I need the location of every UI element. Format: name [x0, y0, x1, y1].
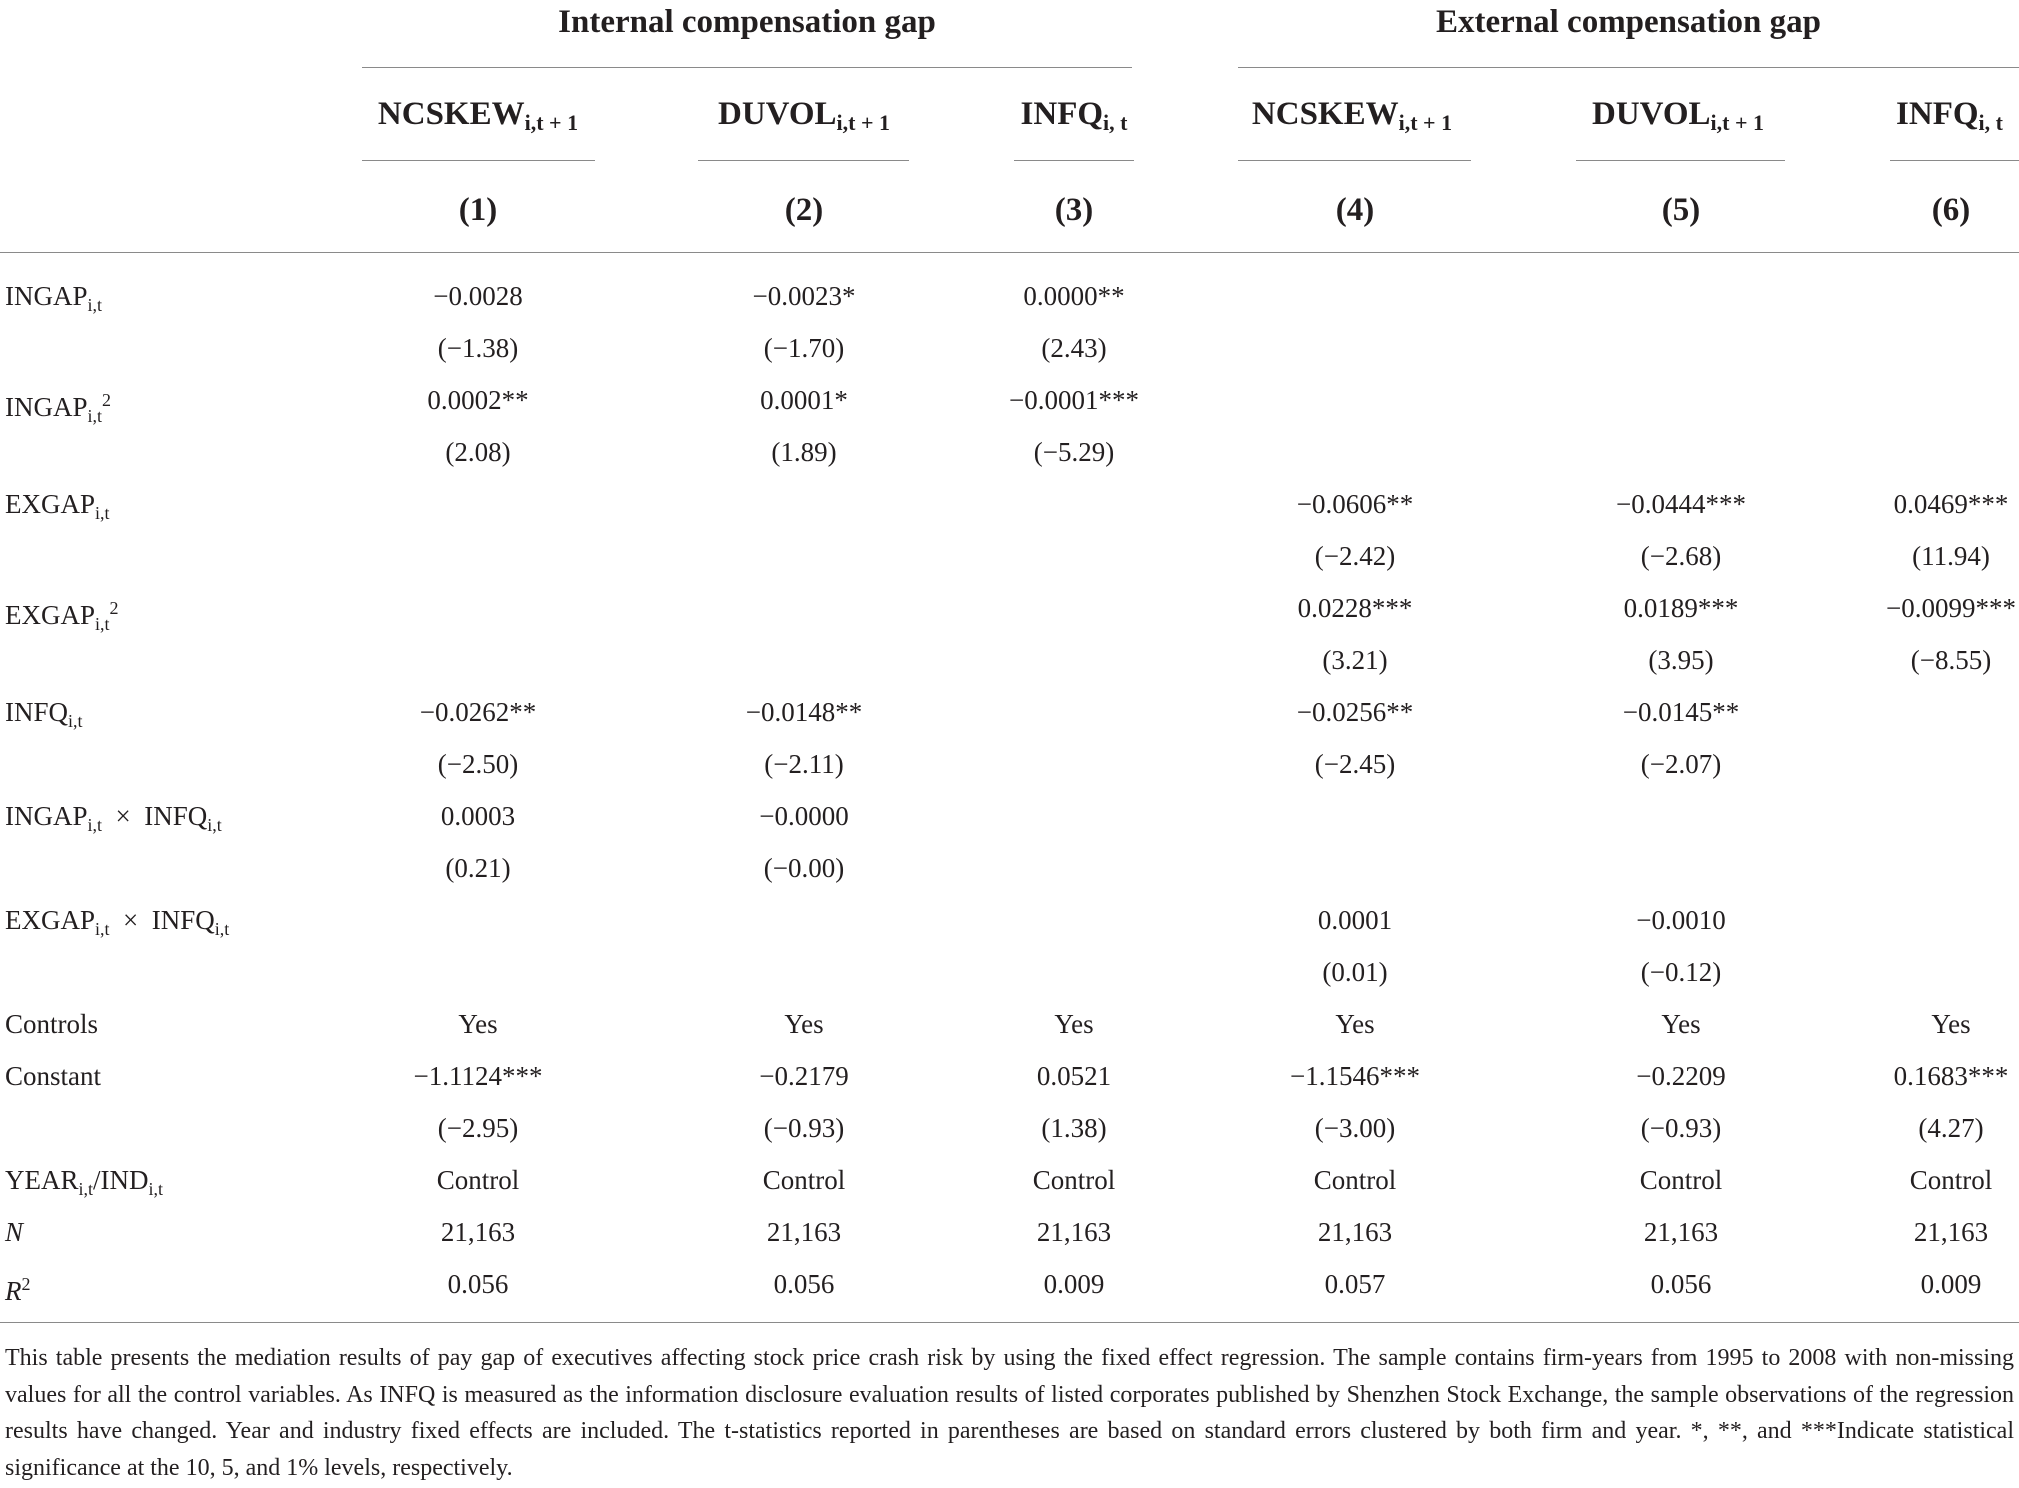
table-row: [0, 478, 2019, 530]
table-cell: (−0.93): [763, 1113, 845, 1143]
table-row: [0, 322, 2019, 374]
col-number-2: (2): [784, 192, 824, 228]
table-cell: (−0.00): [763, 853, 845, 883]
table-cell: Control: [1032, 1165, 1116, 1195]
table-cell: 0.0189***: [1623, 593, 1739, 623]
row-label-ingap-squared: $INGAP_{i,t}^2$: [5, 390, 112, 426]
table-cell: (3.21): [1322, 645, 1388, 675]
table-cell: 0.1683***: [1893, 1061, 2009, 1091]
table-cell: (−0.12): [1640, 957, 1722, 987]
table-cell: 0.0469***: [1893, 489, 2009, 519]
col-number-4: (4): [1335, 192, 1375, 228]
table-cell: Yes: [1661, 1009, 1701, 1039]
table-cell: (−3.00): [1314, 1113, 1396, 1143]
table-cell: (−2.50): [437, 749, 519, 779]
table-cell: 0.057: [1324, 1269, 1386, 1299]
table-cell: 0.0228***: [1297, 593, 1413, 623]
table-cell: 0.0000**: [1023, 281, 1125, 311]
table-cell: (−1.70): [763, 333, 845, 363]
table-cell: −0.0256**: [1296, 697, 1414, 727]
table-row: [0, 634, 2019, 686]
row-label-ingap: $INGAP_{i,t}$: [5, 281, 103, 315]
table-cell: 0.056: [773, 1269, 835, 1299]
row-label-year-ind: $YEAR_{i,t}/IND_{i,t}$: [5, 1165, 164, 1199]
table-cell: 21,163: [440, 1217, 516, 1247]
col-number-6: (6): [1931, 192, 1971, 228]
table-cell: (−0.93): [1640, 1113, 1722, 1143]
table-row: [0, 1050, 2019, 1102]
group-internal-header: Internal compensation gap: [558, 4, 936, 40]
table-row: [0, 1154, 2019, 1206]
col-header-5: $DUVOL_{i,t + 1}$: [1592, 96, 1764, 135]
table-cell: (2.08): [445, 437, 511, 467]
table-cell: Control: [1639, 1165, 1723, 1195]
table-cell: (−1.38): [437, 333, 519, 363]
table-cell: −0.0148**: [745, 697, 863, 727]
table-cell: (−5.29): [1033, 437, 1115, 467]
table-cell: (3.95): [1648, 645, 1714, 675]
table-cell: −0.2209: [1636, 1061, 1726, 1091]
table-cell: (4.27): [1918, 1113, 1984, 1143]
table-cell: 0.0002**: [427, 385, 529, 415]
table-row: [0, 530, 2019, 582]
group-internal-rule: [362, 67, 1132, 68]
table-cell: (−2.45): [1314, 749, 1396, 779]
table-cell: 21,163: [1317, 1217, 1393, 1247]
table-row: [0, 426, 2019, 478]
table-cell: −0.0606**: [1296, 489, 1414, 519]
table-cell: Yes: [458, 1009, 498, 1039]
table-row: [0, 270, 2019, 322]
table-row: [0, 790, 2019, 842]
col-header-6: $INFQ_{i, t}$: [1896, 96, 2003, 135]
table-cell: Control: [1909, 1165, 1993, 1195]
row-label-infq: $INFQ_{i,t}$: [5, 697, 83, 731]
table-cell: (−8.55): [1910, 645, 1992, 675]
table-cell: 21,163: [766, 1217, 842, 1247]
table-cell: Yes: [1335, 1009, 1375, 1039]
table-footnote: This table presents the mediation results of pay gap of executives affecting stock price crash risk by using the fixed effect regression. The sample contains firm-years from 1995 to 2008 with non-missing values for all the control variables. As INFQ is measured as the information disclosure evaluation results of listed corporates published by Shenzhen Stock Exchange, the sample observations of the regression results have changed. Year and industry fixed effects are included. The t-statistics reported in parentheses are based on standard errors clustered by both firm and year. *, **, and ***Indicate statistical significance at the 10, 5, and 1% levels, respectively.: [5, 1345, 2014, 1481]
table-cell: 0.056: [1650, 1269, 1712, 1299]
table-row: [0, 686, 2019, 738]
table-cell: 0.009: [1920, 1269, 1982, 1299]
col-header-3: $INFQ_{i, t}$: [1020, 96, 1128, 135]
table-row: [0, 582, 2019, 634]
table-cell: (2.43): [1041, 333, 1107, 363]
table-cell: (−2.07): [1640, 749, 1722, 779]
table-cell: −0.0145**: [1622, 697, 1740, 727]
table-row: [0, 738, 2019, 790]
col-rule-3: [1014, 160, 1134, 161]
col-header-2: $DUVOL_{i,t + 1}$: [718, 96, 890, 135]
row-label-exgap-squared: $EXGAP_{i,t}^2$: [5, 598, 119, 634]
col-rule-4: [1238, 160, 1471, 161]
table-cell: (1.38): [1041, 1113, 1107, 1143]
table-cell: (11.94): [1912, 541, 1990, 571]
table-cell: (−2.42): [1314, 541, 1396, 571]
table-cell: Yes: [1054, 1009, 1094, 1039]
row-label-controls: Controls: [5, 1009, 99, 1039]
table-row: [0, 894, 2019, 946]
table-cell: −1.1546***: [1290, 1061, 1420, 1091]
row-label-r2: $R^2$: [5, 1274, 31, 1306]
table-cell: (−2.68): [1640, 541, 1722, 571]
group-external-header: External compensation gap: [1435, 4, 1821, 40]
col-header-1: $NCSKEW_{i,t + 1}$: [377, 96, 579, 135]
table-row: [0, 1102, 2019, 1154]
col-number-3: (3): [1054, 192, 1094, 228]
table-cell: 0.0003: [440, 801, 516, 831]
col-rule-5: [1576, 160, 1785, 161]
table-cell: −0.2179: [759, 1061, 849, 1091]
row-label-constant: Constant: [5, 1061, 102, 1091]
table-cell: Control: [762, 1165, 846, 1195]
table-cell: Control: [1313, 1165, 1397, 1195]
table-row: [0, 1206, 2019, 1258]
table-row: [0, 842, 2019, 894]
table-cell: 0.009: [1043, 1269, 1105, 1299]
table-cell: −0.0444***: [1616, 489, 1746, 519]
row-label-n: N: [5, 1217, 24, 1247]
table-row: [0, 1258, 2019, 1310]
table-cell: 0.0001: [1317, 905, 1393, 935]
table-cell: (1.89): [771, 437, 837, 467]
table-cell: Control: [436, 1165, 520, 1195]
table-cell: 0.0521: [1036, 1061, 1112, 1091]
col-number-1: (1): [458, 192, 498, 228]
table-cell: −0.0023*: [752, 281, 856, 311]
table-cell: Yes: [1931, 1009, 1971, 1039]
table-cell: Yes: [784, 1009, 824, 1039]
col-number-5: (5): [1661, 192, 1701, 228]
row-label-exgap: $EXGAP_{i,t}$: [5, 489, 110, 523]
table-cell: 21,163: [1643, 1217, 1719, 1247]
table-cell: −0.0028: [433, 281, 523, 311]
row-label-exgap-x-infq: $EXGAP_{i,t}$ × $INFQ_{i,t}$: [5, 905, 230, 939]
group-external-rule: [1238, 67, 2019, 68]
table-cell: (−2.95): [437, 1113, 519, 1143]
table-row: [0, 374, 2019, 426]
table-cell: 0.0001*: [760, 385, 848, 415]
table-cell: −0.0099***: [1886, 593, 2016, 623]
table-cell: (0.21): [445, 853, 511, 883]
table-cell: −0.0000: [759, 801, 849, 831]
table-cell: −0.0001***: [1009, 385, 1139, 415]
col-rule-1: [362, 160, 595, 161]
row-label-ingap-x-infq: $INGAP_{i,t}$ × $INFQ_{i,t}$: [5, 801, 222, 835]
col-rule-6: [1890, 160, 2019, 161]
table-bottom-rule: [0, 1322, 2019, 1323]
table-cell: 0.056: [447, 1269, 509, 1299]
table-cell: 21,163: [1036, 1217, 1112, 1247]
table-row: [0, 946, 2019, 998]
table-cell: 21,163: [1913, 1217, 1989, 1247]
col-header-4: $NCSKEW_{i,t + 1}$: [1251, 96, 1453, 135]
table-cell: (−2.11): [764, 749, 844, 779]
header-bottom-rule: [0, 252, 2019, 253]
table-cell: (0.01): [1322, 957, 1388, 987]
table-row: [0, 998, 2019, 1050]
col-rule-2: [698, 160, 909, 161]
table-cell: −0.0010: [1636, 905, 1726, 935]
table-cell: −0.0262**: [419, 697, 537, 727]
table-cell: −1.1124***: [413, 1061, 543, 1091]
